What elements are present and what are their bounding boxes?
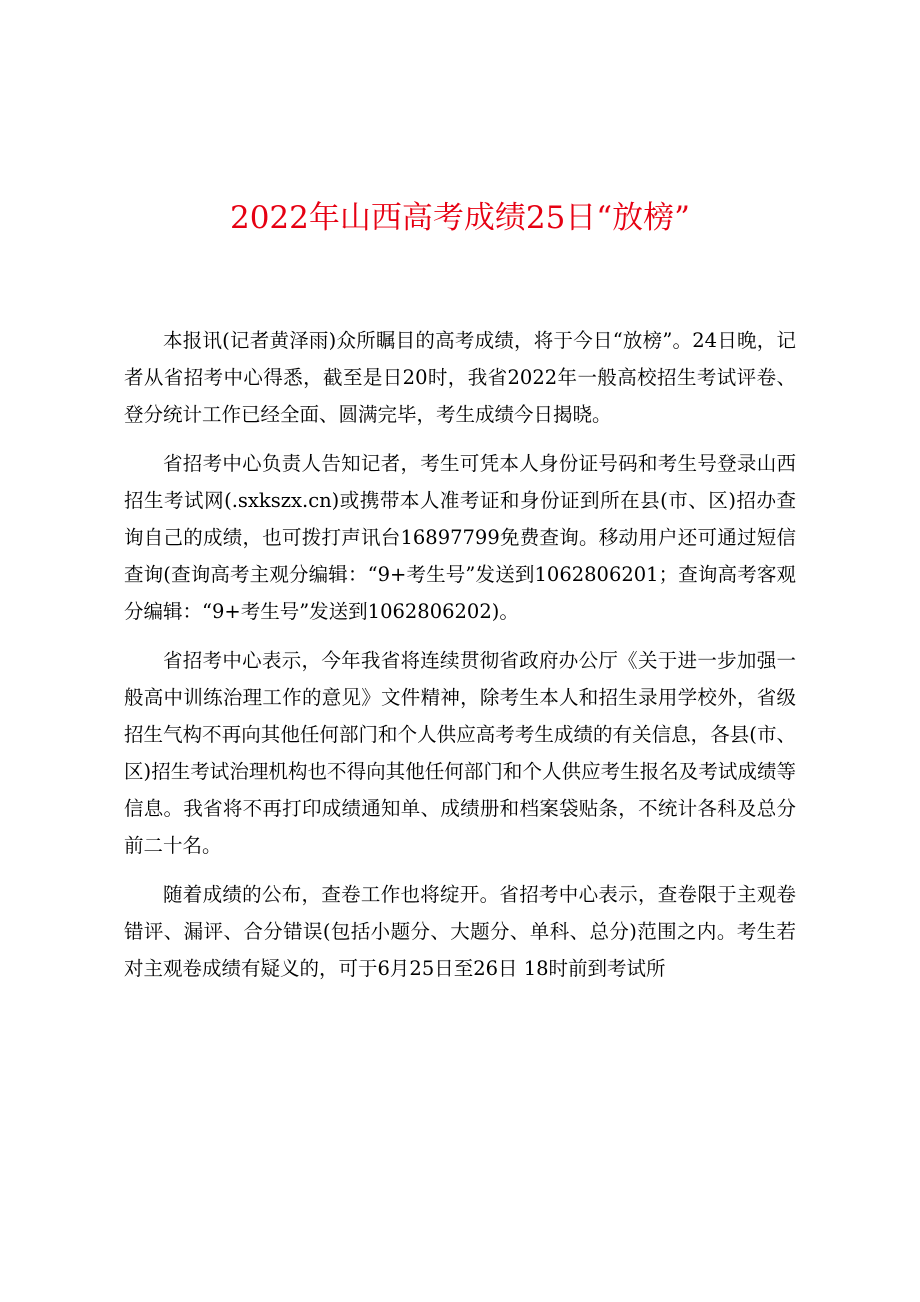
paragraph-1: 本报讯(记者黄泽雨)众所瞩目的高考成绩，将于今日“放榜”。24日晚，记者从省招考中心得悉，截至是日20时，我省2022年一般高校招生考试评卷、登分统计工作已经全面、圆满完毕，考生成绩今日揭晓。: [124, 329, 796, 426]
article-body: [124, 322, 796, 999]
document-title: 2022年山西高考成绩25日“放榜”: [229, 200, 691, 236]
paragraph-2: 省招考中心负责人告知记者，考生可凭本人身份证号码和考生号登录山西招生考试网(.sxkszx.cn)或携带本人准考证和身份证到所在县(市、区)招办查询自己的成绩，也可拨打声讯台16897799免费查询。移动用户还可通过短信查询(查询高考主观分编辑：“9+考生号”发送到1062806201；查询高考客观分编辑：“9+考生号”发送到1062806202)。: [124, 452, 796, 623]
paragraph-4: 随着成绩的公布，查卷工作也将绽开。省招考中心表示，查卷限于主观卷错评、漏评、合分错误(包括小题分、大题分、单科、总分)范围之内。考生若对主观卷成绩有疑义的，可于6月25日至26日 18时前到考试所: [124, 883, 796, 980]
paragraph-3: 省招考中心表示，今年我省将连续贯彻省政府办公厅《关于进一步加强一般高中训练治理工作的意见》文件精神，除考生本人和招生录用学校外，省级招生气构不再向其他任何部门和个人供应高考考生成绩的有关信息，各县(市、区)招生考试治理机构也不得向其他任何部门和个人供应考生报名及考试成绩等信息。我省将不再打印成绩通知单、成绩册和档案袋贴条，不统计各科及总分前二十名。: [124, 649, 796, 857]
